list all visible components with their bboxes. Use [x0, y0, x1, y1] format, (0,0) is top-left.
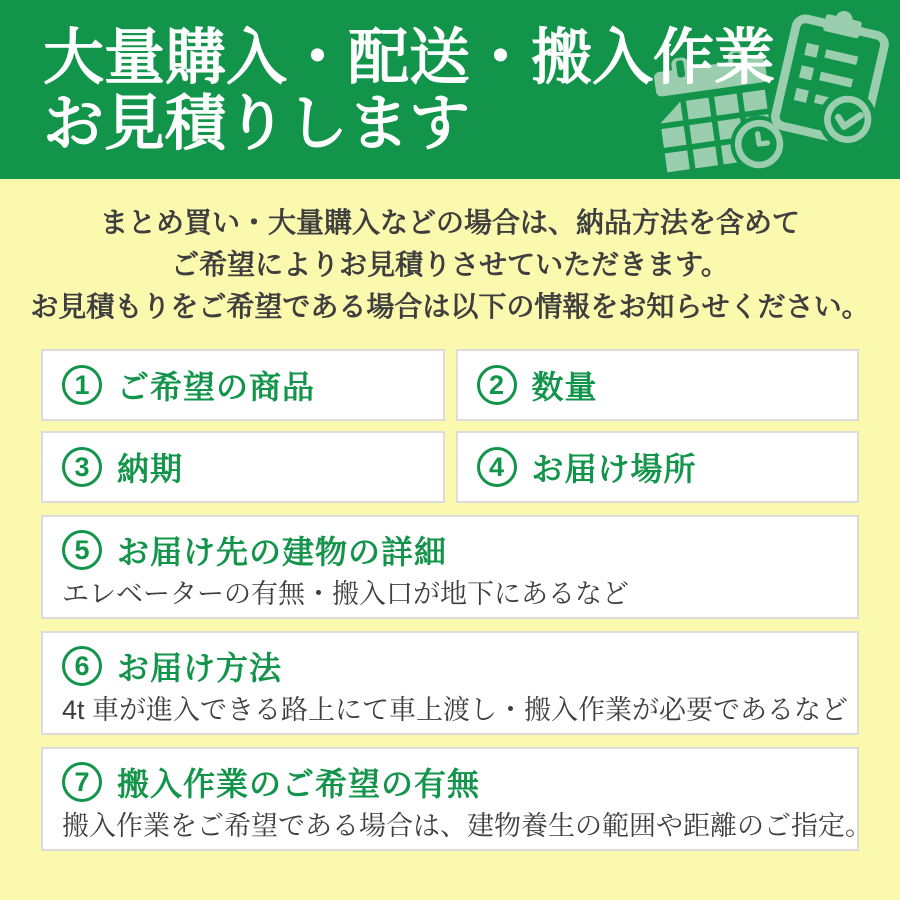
list-item-building-details: [41, 515, 859, 619]
page-title: [0, 0, 900, 156]
intro-text: [0, 179, 900, 328]
item-number-badge: 5: [62, 530, 102, 570]
list-item-delivery-place: [456, 431, 860, 503]
list-item-delivery-date: [41, 431, 445, 503]
list-item-delivery-method: [41, 631, 859, 735]
item-number-badge: 6: [62, 646, 102, 686]
item-number-badge: 2: [477, 365, 517, 405]
item-number-badge: 3: [62, 447, 102, 487]
intro-line3: お見積もりをご希望である場合は以下の情報をお知らせください。: [30, 291, 870, 322]
item-title-row: [62, 527, 839, 573]
info-item-grid: [41, 349, 872, 851]
item-subtext: 4t 車が進入できる路上にて車上渡し・搬入作業が必要であるなど: [62, 695, 849, 725]
page-title-line1: 大量購入・配送・搬入作業: [43, 23, 776, 91]
item-title: 納期: [117, 451, 184, 487]
row-2: [41, 431, 859, 503]
item-title: 数量: [531, 369, 598, 405]
item-title: お届け場所: [531, 451, 697, 487]
item-title-row: [62, 759, 839, 805]
item-number-badge: 7: [62, 762, 102, 802]
item-title: ご希望の商品: [117, 369, 316, 405]
item-title: お届け先の建物の詳細: [117, 534, 448, 570]
item-title: 搬入作業のご希望の有無: [117, 766, 481, 802]
item-title-row: [62, 643, 839, 689]
item-subtext: エレベーターの有無・搬入口が地下にあるなど: [62, 579, 629, 609]
item-number-badge: 1: [62, 365, 102, 405]
row-1: [41, 349, 859, 421]
list-item-carry-in-work: [41, 747, 872, 851]
intro-line1: まとめ買い・大量購入などの場合は、納品方法を含めて: [99, 207, 800, 238]
page-title-line2: お見積りします: [43, 89, 471, 157]
item-subtext: 搬入作業をご希望である場合は、建物養生の範囲や距離のご指定。: [62, 811, 872, 841]
item-number-badge: 4: [477, 447, 517, 487]
intro-line2: ご希望によりお見積りさせていただきます。: [171, 249, 729, 280]
list-item-desired-product: [41, 349, 445, 421]
item-title: お届け方法: [117, 650, 283, 686]
list-item-quantity: [456, 349, 860, 421]
header-banner: [0, 0, 900, 179]
